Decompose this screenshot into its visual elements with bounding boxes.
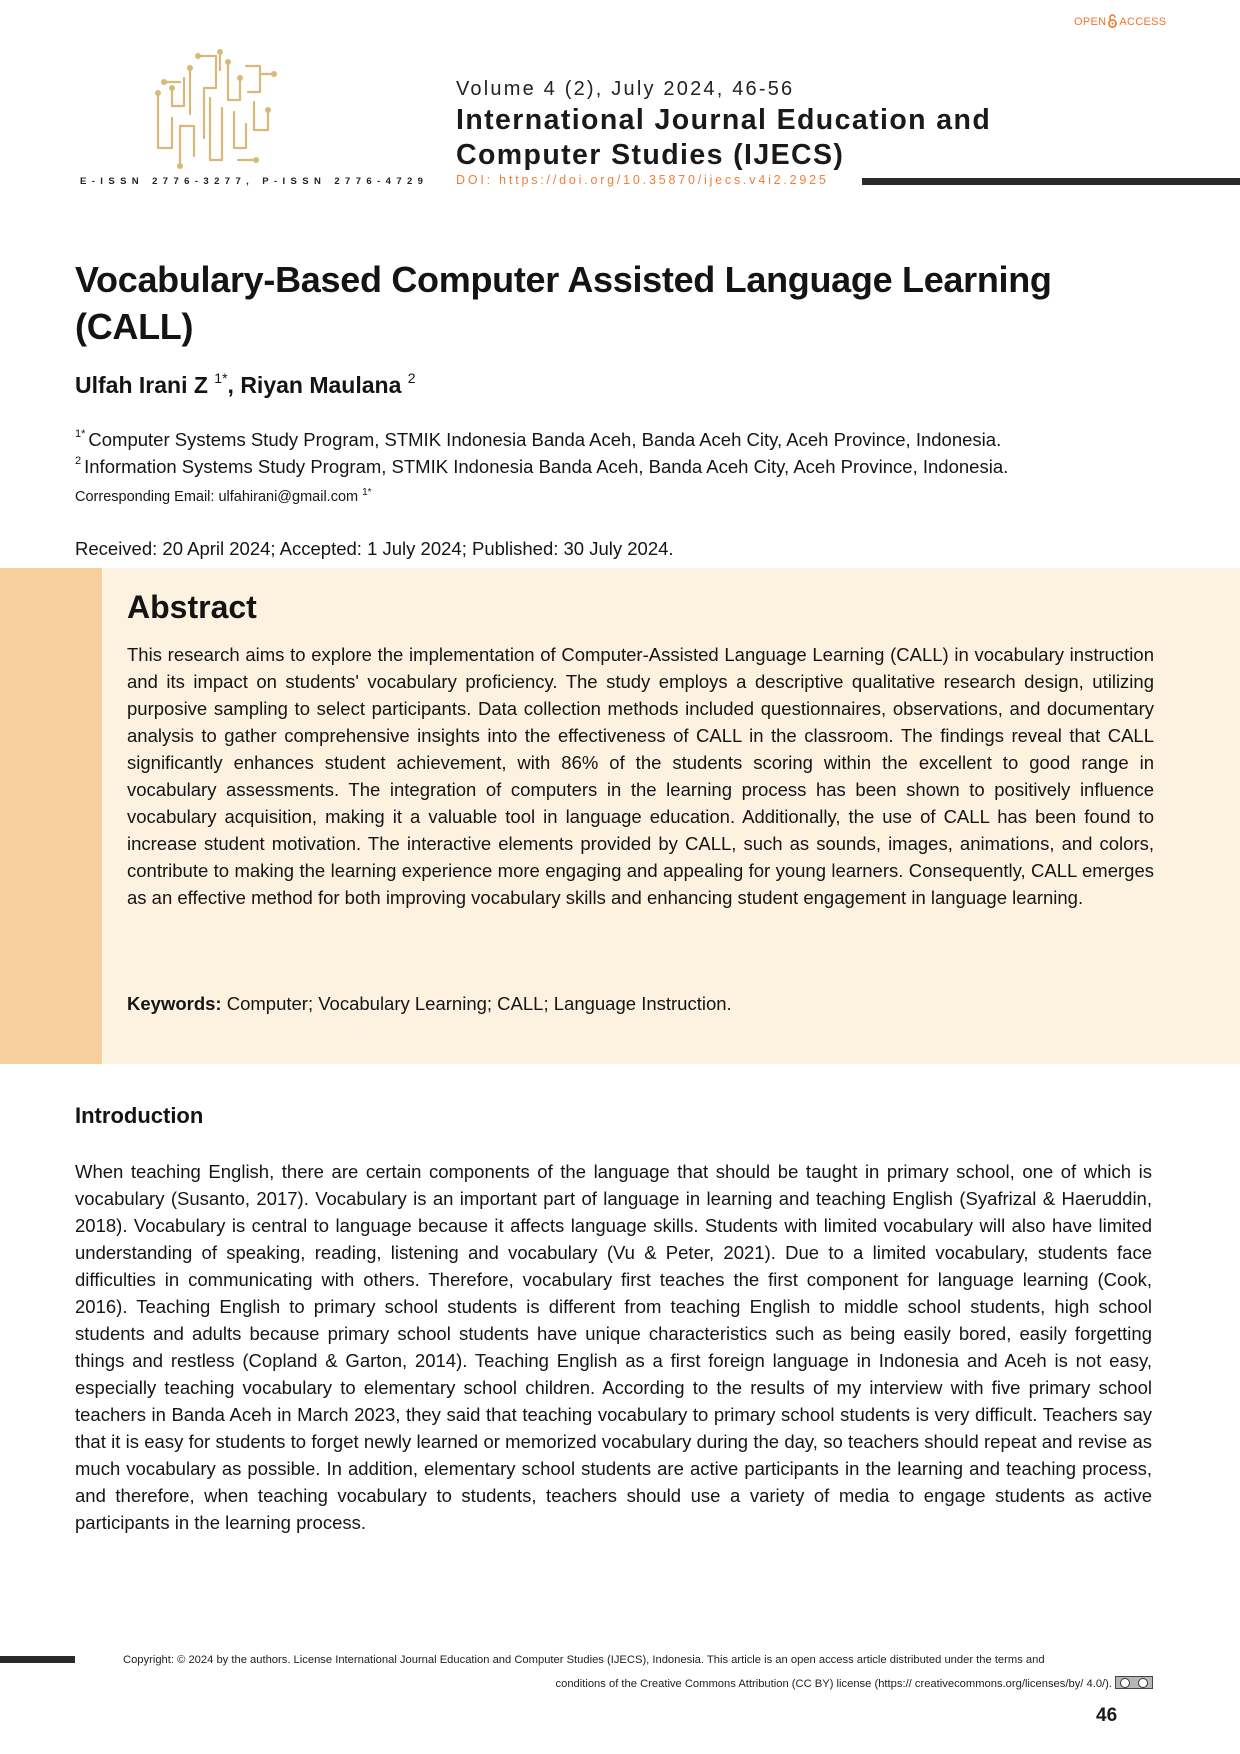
page-number: 46 (1096, 1705, 1118, 1726)
affiliation-mark: 1* (75, 428, 86, 440)
author-name: Riyan Maulana (240, 372, 402, 398)
author-name: Ulfah Irani Z (75, 372, 208, 398)
author-affiliation-mark: 2 (407, 370, 416, 386)
journal-logo (150, 48, 278, 172)
license-text[interactable]: conditions of the Creative Commons Attribution (CC BY) license (https:// creativecommons.org/licenses/by/ 4.0/). (555, 1678, 1112, 1690)
issn-line: E-ISSN 2776-3277, P-ISSN 2776-4729 (80, 176, 429, 187)
corresponding-mark: 1* (362, 487, 372, 498)
affiliation-text: Computer Systems Study Program, STMIK Indonesia Banda Aceh, Banda Aceh City, Aceh Province, Indonesia. (88, 429, 1002, 450)
cc-by-icon[interactable] (1115, 1676, 1153, 1689)
abstract-accent-bar (0, 568, 102, 1064)
copyright-line: Copyright: © 2024 by the authors. License International Journal Education and Computer Studies (IJECS), Indonesia. This article is an open access article distributed under the terms and (123, 1654, 1045, 1666)
keywords-list: Computer; Vocabulary Learning; CALL; Language Instruction. (221, 993, 732, 1014)
author-list (75, 370, 416, 399)
publication-dates: Received: 20 April 2024; Accepted: 1 July 2024; Published: 30 July 2024. (75, 538, 674, 559)
introduction-text: When teaching English, there are certain components of the language that should be taught in primary school, one of which is vocabulary (Susanto, 2017). Vocabulary is an important part of language in learning and teaching English (Syafrizal & Haeruddin, 2018). Vocabulary is central to language because it affects language skills. Students with limited vocabulary will also have limited understanding of speaking, reading, listening and vocabulary (Vu & Peter, 2021). Due to a limited vocabulary, students face difficulties in communicating with others. Therefore, vocabulary first teaches the first component for language learning (Cook, 2016). Teaching English to primary school students is different from teaching English to middle school students, high school students and adults because primary school students have unique characteristics such as being easily bored, easily forgetting things and restless (Copland & Garton, 2014). Teaching English as a first foreign language in Indonesia and Aceh is not easy, especially teaching vocabulary to elementary school children. According to the results of my interview with five primary school teachers in Banda Aceh in March 2023, they said that teaching vocabulary to primary school students is very difficult. Teachers say that it is easy for students to forget newly learned or memorized vocabulary during the day, so teachers should repeat and revise as much vocabulary as possible. In addition, elementary school students are active participants in the learning and teaching process, and therefore, when teaching vocabulary to students, teachers should use a variety of media to engage students as active participants in the learning process. (75, 1161, 1152, 1533)
author-affiliation-mark: 1* (214, 370, 228, 386)
author-separator: , (227, 372, 241, 398)
doi-link[interactable]: DOI: https://doi.org/10.35870/ijecs.v4i2.2925 (456, 173, 829, 187)
affiliation-text: Information Systems Study Program, STMIK Indonesia Banda Aceh, Banda Aceh City, Aceh Province, Indonesia. (84, 456, 1009, 477)
open-lock-icon (1107, 14, 1118, 28)
header-rule (862, 178, 1240, 185)
footer-rule (0, 1656, 75, 1663)
introduction-heading: Introduction (75, 1103, 204, 1128)
copyright-line (123, 1676, 1153, 1690)
affiliation (75, 455, 1008, 478)
abstract-heading: Abstract (127, 589, 257, 625)
keywords (127, 993, 732, 1015)
article-title: Vocabulary-Based Computer Assisted Language Learning (CALL) (75, 259, 1052, 347)
corresponding-email (75, 487, 372, 505)
volume-issue: Volume 4 (2), July 2024, 46-56 (456, 78, 795, 100)
corresponding-email-text[interactable]: Corresponding Email: ulfahirani@gmail.com (75, 489, 359, 505)
open-access-right-label: ACCESS (1119, 16, 1167, 28)
abstract-text: This research aims to explore the implementation of Computer-Assisted Language Learning (CALL) in vocabulary instruction and its impact on students' vocabulary proficiency. The study employs a descriptive qualitative research design, utilizing purposive sampling to select participants. Data collection methods included questionnaires, observations, and documentary analysis to gather comprehensive insights into the effectiveness of CALL in the classroom. The findings reveal that CALL significantly enhances student achievement, with 86% of the students scoring within the excellent to good range in vocabulary assessments. The integration of computers in the learning process has been shown to positively influence vocabulary acquisition, making it a valuable tool in language education. Additionally, the use of CALL has been found to increase student motivation. The interactive elements provided by CALL, such as sounds, images, animations, and colors, contribute to making the learning experience more engaging and appealing for young learners. Consequently, CALL emerges as an effective method for both improving vocabulary skills and enhancing student engagement in language learning. (127, 644, 1154, 908)
open-access-left-label: OPEN (1074, 16, 1107, 28)
open-access-badge (1074, 14, 1166, 28)
affiliation-mark: 2 (75, 455, 82, 467)
journal-title: International Journal Education and Computer Studies (IJECS) (456, 104, 992, 171)
affiliation (75, 428, 1001, 451)
keywords-label: Keywords: (127, 993, 222, 1014)
